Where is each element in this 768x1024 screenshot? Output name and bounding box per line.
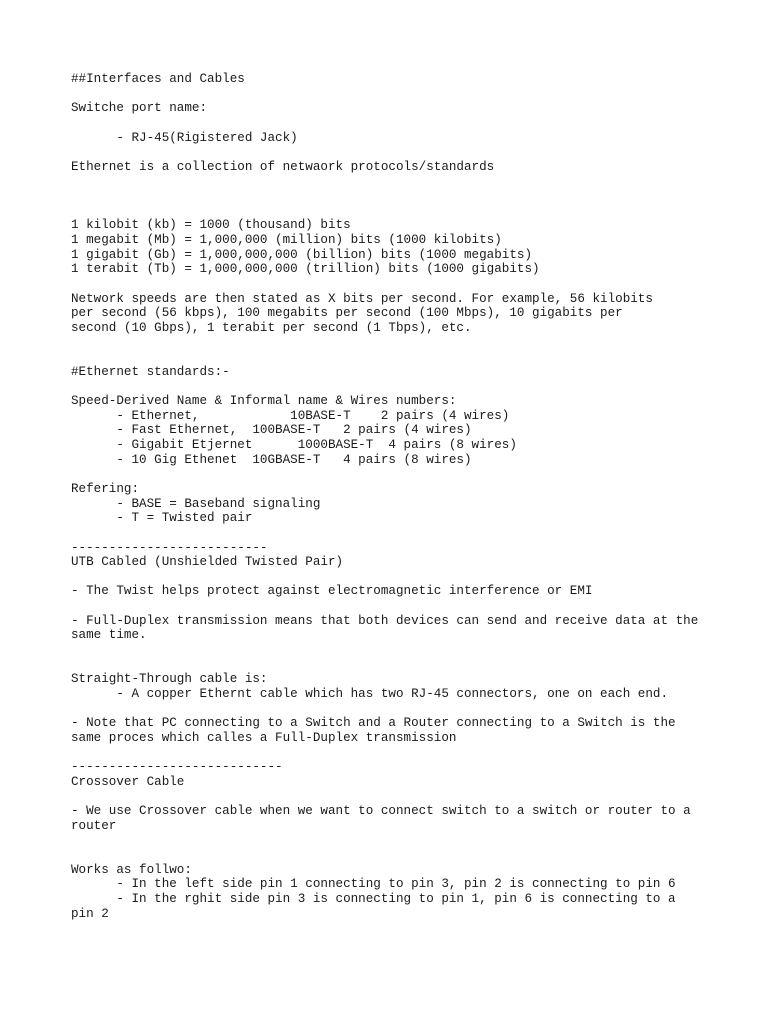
text-line bbox=[71, 745, 751, 760]
text-line bbox=[71, 379, 751, 394]
text-line: - BASE = Baseband signaling bbox=[71, 496, 321, 511]
text-line bbox=[71, 204, 751, 219]
text-line: Works as follwo: bbox=[71, 862, 192, 877]
text-line: #Ethernet standards:- bbox=[71, 364, 230, 379]
text-line bbox=[71, 570, 751, 585]
text-line: Crossover Cable bbox=[71, 774, 185, 789]
text-line: - Ethernet, 10BASE-T 2 pairs (4 wires) bbox=[71, 408, 510, 423]
text-line bbox=[71, 336, 751, 351]
text-line: router bbox=[71, 818, 117, 833]
document-page bbox=[71, 72, 751, 921]
text-line bbox=[71, 599, 751, 614]
text-line: 1 megabit (Mb) = 1,000,000 (million) bits (1000 kilobits) bbox=[71, 233, 502, 248]
text-line: pin 2 bbox=[71, 906, 109, 921]
text-line: Straight-Through cable is: bbox=[71, 672, 268, 687]
text-line: - A copper Ethernt cable which has two RJ-45 connectors, one on each end. bbox=[71, 686, 669, 701]
text-line: same proces which calles a Full-Duplex transmission bbox=[71, 730, 457, 745]
text-line: - In the left side pin 1 connecting to pin 3, pin 2 is connecting to pin 6 bbox=[71, 877, 676, 892]
text-line bbox=[71, 189, 751, 204]
text-line bbox=[71, 526, 751, 541]
text-line: ##Interfaces and Cables bbox=[71, 72, 245, 86]
text-line: UTB Cabled (Unshielded Twisted Pair) bbox=[71, 555, 344, 570]
text-line bbox=[71, 702, 751, 717]
text-line: - T = Twisted pair bbox=[71, 511, 253, 526]
text-line: - Full-Duplex transmission means that both devices can send and receive data at the bbox=[71, 613, 699, 628]
text-line: - In the rghit side pin 3 is connecting to pin 1, pin 6 is connecting to a bbox=[71, 891, 676, 906]
text-line: 1 terabit (Tb) = 1,000,000,000 (trillion) bits (1000 gigabits) bbox=[71, 262, 540, 277]
text-line: - Gigabit Etjernet 1000BASE-T 4 pairs (8 wires) bbox=[71, 438, 517, 453]
text-line: Switche port name: bbox=[71, 101, 208, 116]
text-line: 1 kilobit (kb) = 1000 (thousand) bits bbox=[71, 218, 351, 233]
text-line bbox=[71, 116, 751, 131]
text-line bbox=[71, 145, 751, 160]
text-line: same time. bbox=[71, 628, 147, 643]
text-line: Speed-Derived Name & Informal name & Wires numbers: bbox=[71, 394, 457, 409]
text-line bbox=[71, 833, 751, 848]
text-line: 1 gigabit (Gb) = 1,000,000,000 (billion) bits (1000 megabits) bbox=[71, 247, 533, 262]
text-line: - Fast Ethernet, 100BASE-T 2 pairs (4 wires) bbox=[71, 423, 472, 438]
text-line: - Note that PC connecting to a Switch and a Router connecting to a Switch is the bbox=[71, 716, 676, 731]
text-line: Refering: bbox=[71, 481, 140, 496]
text-line: - RJ-45(Rigistered Jack) bbox=[71, 130, 298, 145]
text-line bbox=[71, 174, 751, 189]
text-line: - 10 Gig Ethenet 10GBASE-T 4 pairs (8 wires) bbox=[71, 452, 472, 467]
text-line: - The Twist helps protect against electromagnetic interference or EMI bbox=[71, 584, 593, 599]
text-line: - We use Crossover cable when we want to connect switch to a switch or router to a bbox=[71, 804, 691, 819]
text-line bbox=[71, 643, 751, 658]
text-line bbox=[71, 658, 751, 673]
text-line bbox=[71, 277, 751, 292]
text-line bbox=[71, 350, 751, 365]
text-line: per second (56 kbps), 100 megabits per second (100 Mbps), 10 gigabits per bbox=[71, 306, 623, 321]
text-line: Network speeds are then stated as X bits per second. For example, 56 kilobits bbox=[71, 291, 653, 306]
text-line bbox=[71, 789, 751, 804]
text-line: -------------------------- bbox=[71, 540, 268, 555]
text-line: second (10 Gbps), 1 terabit per second (1 Tbps), etc. bbox=[71, 320, 472, 335]
text-line bbox=[71, 87, 751, 102]
text-line: ---------------------------- bbox=[71, 760, 283, 775]
text-line: Ethernet is a collection of netwaork protocols/standards bbox=[71, 159, 495, 174]
text-line bbox=[71, 467, 751, 482]
text-line bbox=[71, 848, 751, 863]
